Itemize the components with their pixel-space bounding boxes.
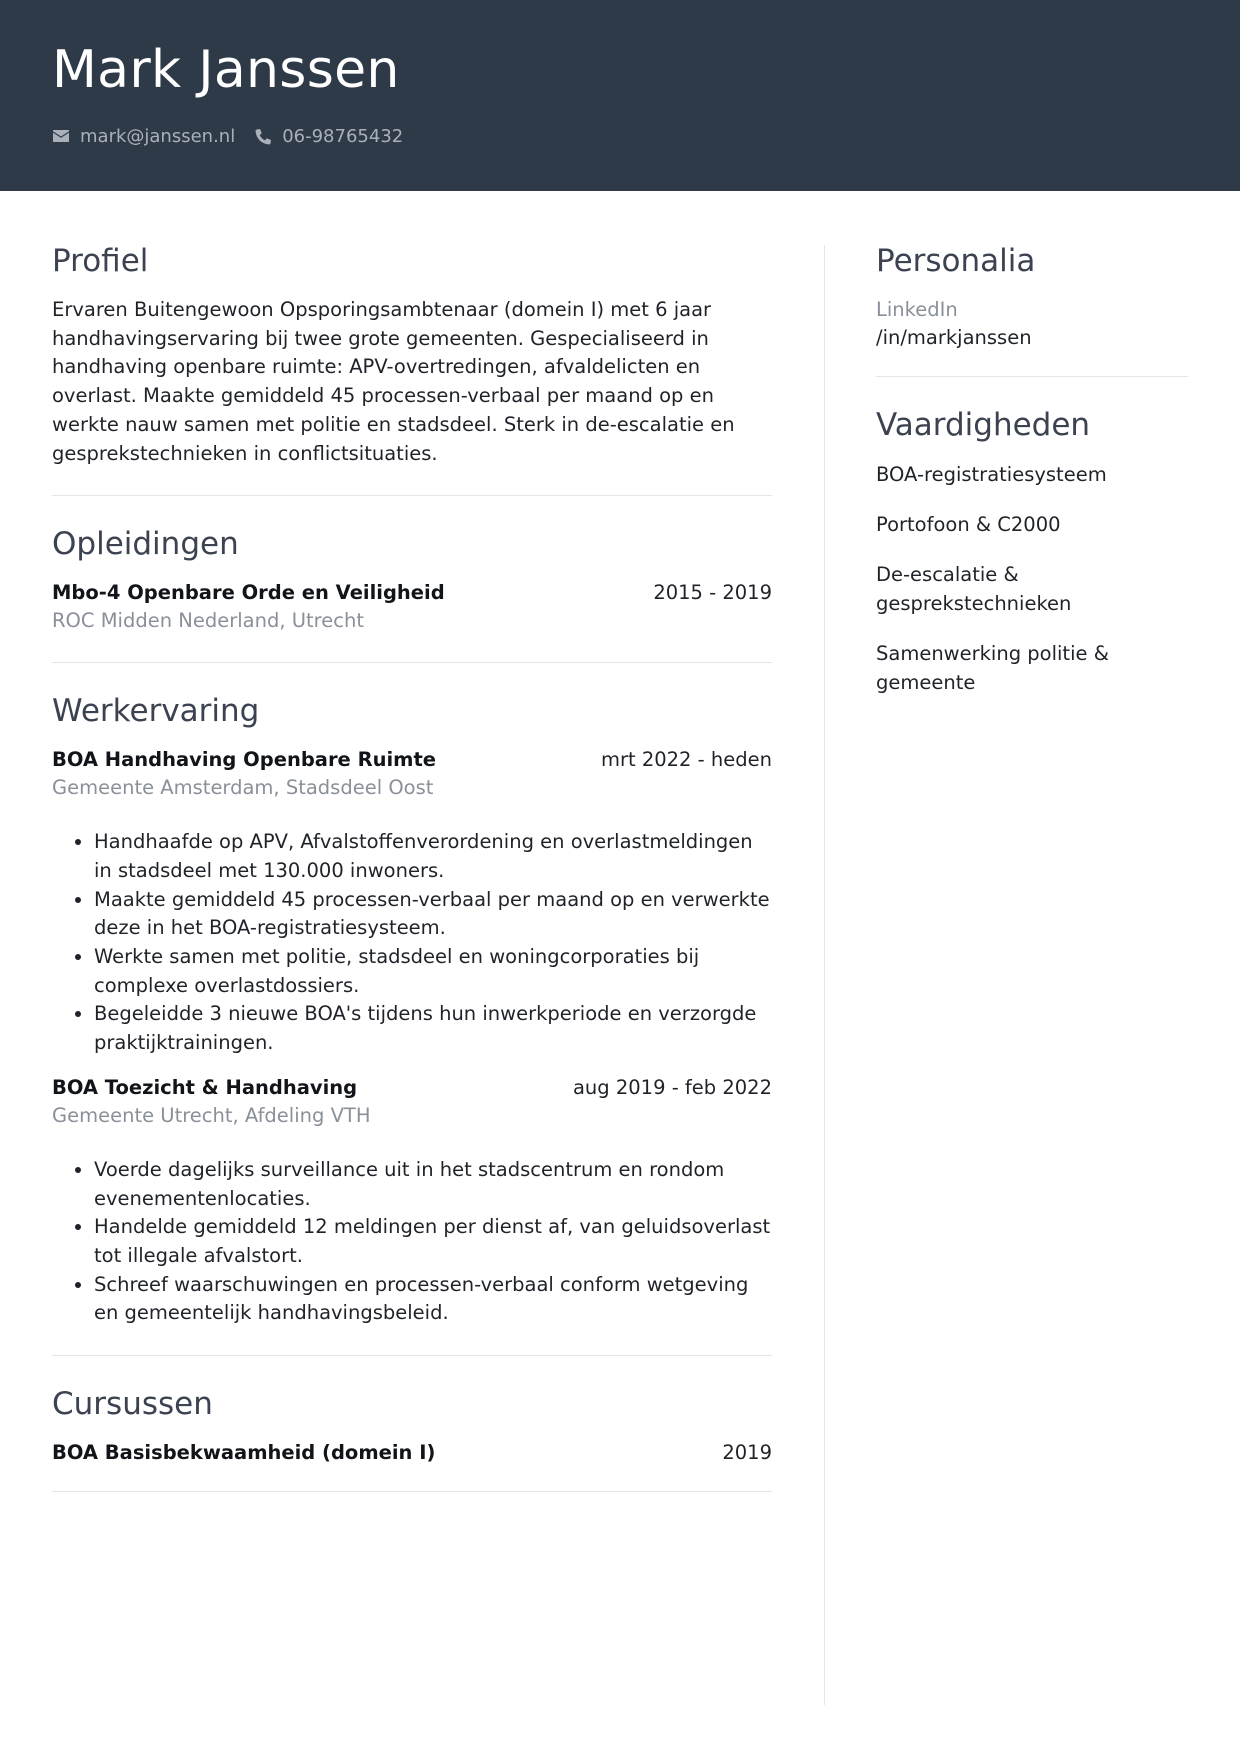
course-entry [52, 1439, 772, 1467]
section-divider [52, 1491, 772, 1492]
section-divider [52, 662, 772, 663]
candidate-name: Mark Janssen [52, 40, 400, 100]
phone-text: 06-98765432 [282, 125, 404, 147]
degree-title: Mbo-4 Openbare Orde en Veiligheid [52, 581, 445, 605]
side-column [876, 238, 1188, 697]
job-title: BOA Handhaving Openbare Ruimte [52, 748, 437, 772]
section-divider [876, 376, 1188, 377]
section-title-courses: Cursussen [52, 1386, 213, 1423]
linkedin-label: LinkedIn [876, 298, 958, 321]
list-item: • Schreef waarschuwingen en processen-verbaal conform wetgeving en gemeentelijk handhavingsbeleid. [94, 1271, 772, 1328]
experience-entry [52, 1074, 772, 1328]
skills-section [876, 402, 1188, 697]
resume-header [0, 0, 1240, 191]
section-divider [52, 495, 772, 496]
skill-item: Portofoon & C2000 [876, 513, 1061, 536]
school-name: ROC Midden Nederland, Utrecht [52, 609, 364, 633]
section-divider [52, 1355, 772, 1356]
entry-header [52, 579, 772, 607]
phone-contact[interactable] [255, 126, 403, 147]
entry-header [52, 1439, 772, 1467]
skill-item: Samenwerking politie & gemeente [876, 642, 1109, 694]
skill-item: De-escalatie & gesprekstechnieken [876, 563, 1072, 615]
bullet-list [52, 1156, 772, 1328]
education-entry [52, 579, 772, 635]
section-title-experience: Werkervaring [52, 693, 260, 730]
entry-header [52, 746, 772, 774]
course-title: BOA Basisbekwaamheid (domein I) [52, 1441, 436, 1465]
email-text: mark@janssen.nl [80, 125, 236, 147]
envelope-icon [52, 129, 70, 143]
bullet-list [52, 828, 772, 1058]
entry-date: 2019 [722, 1441, 772, 1465]
entry-date: aug 2019 - feb 2022 [572, 1075, 772, 1099]
entry-date: mrt 2022 - heden [600, 748, 772, 772]
list-item: • Handelde gemiddeld 12 meldingen per dienst af, van geluidsoverlast tot illegale afvalstort. [94, 1213, 772, 1270]
personal-section [876, 238, 1188, 352]
list-item: • Werkte samen met politie, stadsdeel en woningcorporaties bij complexe overlastdossiers. [94, 943, 772, 1000]
education-section [52, 521, 772, 635]
column-divider [824, 245, 825, 1705]
linkedin-link[interactable]: /in/markjanssen [876, 326, 1032, 349]
employer-name: Gemeente Amsterdam, Stadsdeel Oost [52, 776, 434, 800]
email-contact[interactable] [52, 126, 235, 147]
skill-item: BOA-registratiesysteem [876, 463, 1107, 486]
profile-text: Ervaren Buitengewoon Opsporingsambtenaar (domein I) met 6 jaar handhavingservaring bij twee grote gemeenten. Gespecialiseerd in handhaving openbare ruimte: APV-overtredingen, afvaldelicten en overlast. Maakte gemiddeld 45 processen-verbaal per maand op en werkte nauw samen met politie en stadsdeel. Sterk in de-escalatie en gesprekstechnieken in conflictsituaties. [52, 298, 735, 465]
section-title-skills: Vaardigheden [876, 407, 1091, 443]
experience-section [52, 688, 772, 1328]
courses-section [52, 1381, 772, 1467]
job-title: BOA Toezicht & Handhaving [52, 1075, 358, 1099]
main-column [52, 238, 772, 1492]
profile-section [52, 238, 772, 468]
section-title-profile: Profiel [52, 243, 149, 279]
list-item: • Maakte gemiddeld 45 processen-verbaal per maand op en verwerkte deze in het BOA-registratiesysteem. [94, 886, 772, 943]
phone-icon [255, 128, 272, 145]
entry-header [52, 1074, 772, 1102]
employer-name: Gemeente Utrecht, Afdeling VTH [52, 1103, 371, 1127]
experience-entry [52, 746, 772, 1058]
section-title-education: Opleidingen [52, 526, 239, 563]
list-item: • Begeleidde 3 nieuwe BOA's tijdens hun inwerkperiode en verzorgde praktijktrainingen. [94, 1000, 772, 1057]
list-item: • Voerde dagelijks surveillance uit in het stadscentrum en rondom evenementenlocaties. [94, 1156, 772, 1213]
contact-bar [52, 124, 423, 148]
entry-date: 2015 - 2019 [653, 581, 772, 605]
section-title-personal: Personalia [876, 243, 1036, 279]
list-item: • Handhaafde op APV, Afvalstoffenverordening en overlastmeldingen in stadsdeel met 130.000 inwoners. [94, 828, 772, 885]
